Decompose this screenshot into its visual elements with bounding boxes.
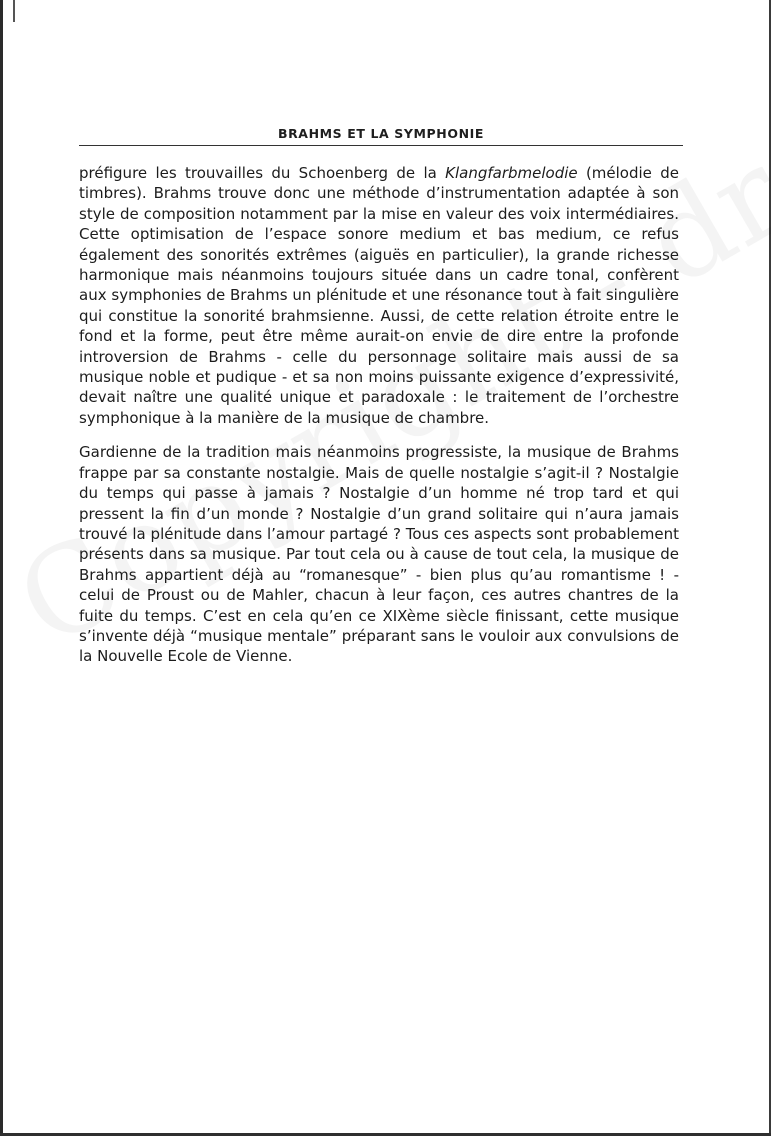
paragraph-2: Gardienne de la tradition mais néanmoins progressiste, la musique de Brahms frappe par sa constante nostalgie. Mais de quelle nostalgie s’agit-il ? Nostalgie du temps qui passe à jamais ? Nostalgie d’un homme né trop tard et qui pressent la fin d’un monde ? Nostalgie d’un grand solitaire qui n’aura jamais trouvé la plénitude dans l’amour partagé ? Tous ces aspects sont probablement présents dans sa musique. Par tout cela ou à cause de tout cela, la musique de Brahms appartient déjà au “romanesque” - bien plus qu’au romantisme ! - celui de Proust ou de Mahler, chacun à leur façon, ces autres chantres de la fuite du temps. C’est en cela qu’en ce XIXème siècle finissant, cette musique s’invente déjà “musique mentale” préparant sans le vouloir aux convulsions de la Nouvelle Ecole de Vienne. — [79, 443, 679, 666]
paragraph-1-italic-term: Klangfarbmelodie — [445, 164, 578, 182]
header-rule — [79, 145, 683, 146]
scan-edge-left — [0, 0, 3, 1136]
body-text — [79, 163, 679, 681]
scan-corner-mark — [3, 0, 15, 22]
paragraph-1-start: préfigure les trouvailles du Schoenberg de la — [79, 164, 446, 182]
paragraph-1 — [79, 163, 679, 428]
paragraph-1-rest: (mélodie de timbres). Brahms trouve donc une méthode d’instrumentation adaptée à son style de composition notamment par la mise en valeur des voix intermédiaires. Cette optimisation de l’espace sonore medium et bas medium, ce refus également des sonorités extrêmes (aiguës en particulier), la grande richesse harmonique mais néanmoins toujours située dans un cadre tonal, confèrent aux symphonies de Brahms un plénitude et une résonance tout à fait singulière qui constitue la sonorité brahmsienne. Aussi, de cette relation étroite entre le fond et la forme, peut être même aurait-on envie de dire entre la profonde introversion de Brahms - celle du personnage solitaire mais aussi de sa musique noble et pudique - et sa non moins puissante exigence d’expressivité, devait naître une qualité unique et paradoxale : le traitement de l’orchestre symphonique à la manière de la musique de chambre. — [79, 164, 679, 427]
running-head: BRAHMS ET LA SYMPHONIE — [277, 126, 485, 141]
